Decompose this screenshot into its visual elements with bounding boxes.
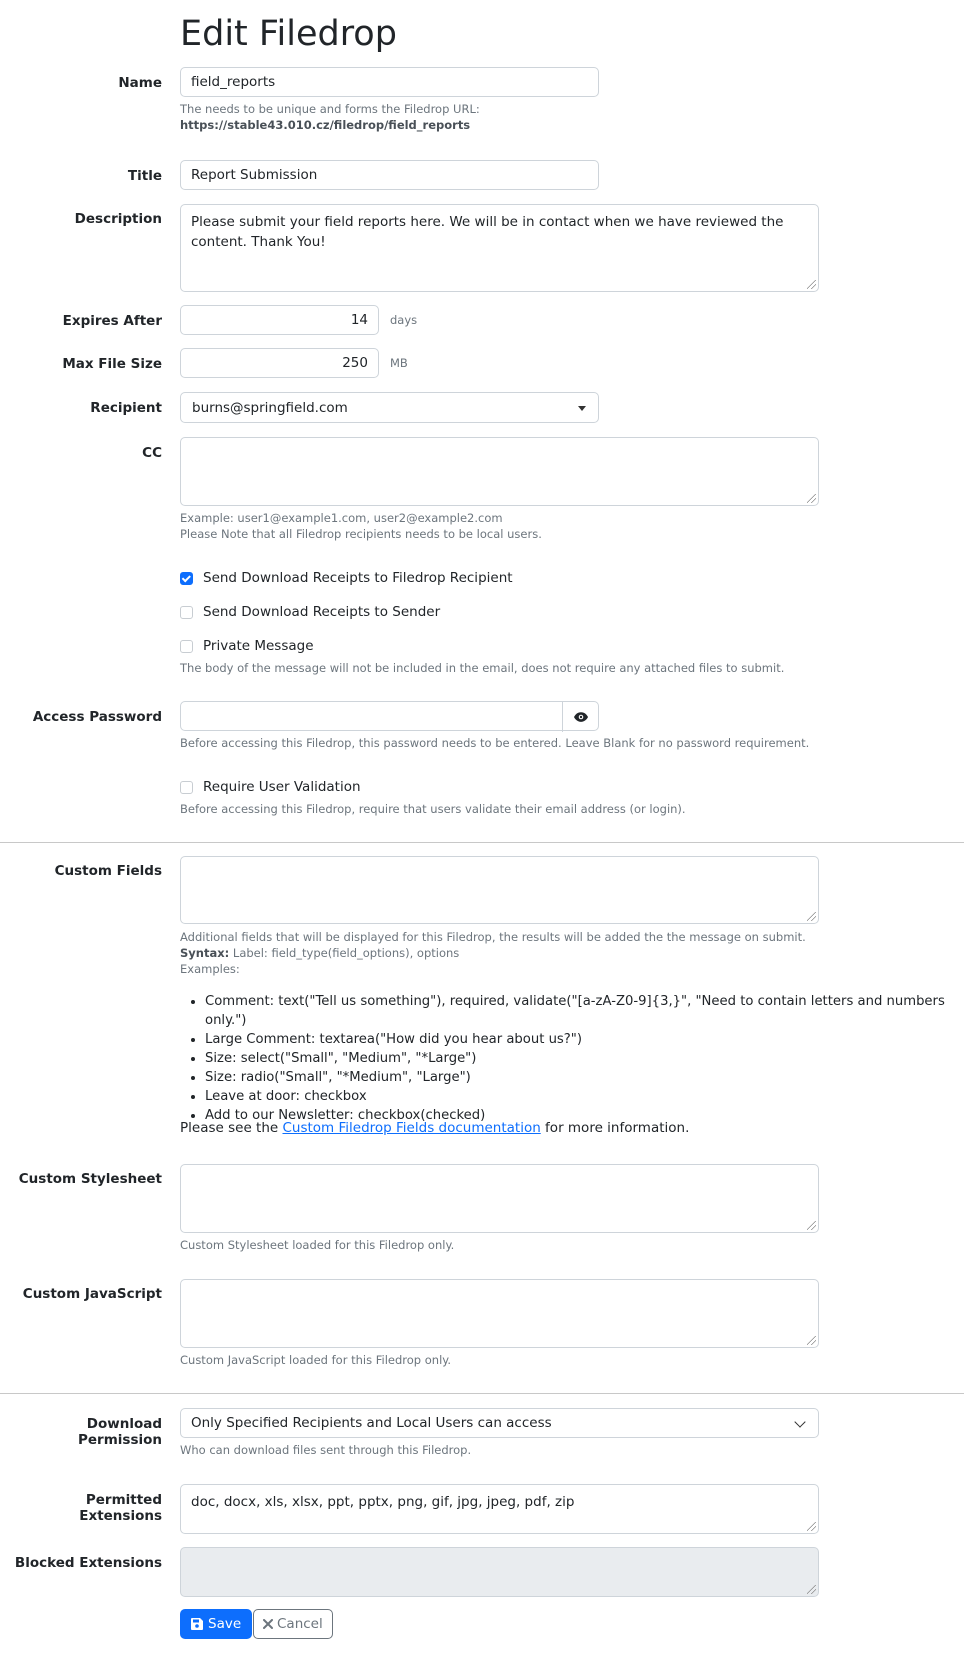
cc-help-example: Example: user1@example1.com, user2@example2.com	[180, 511, 503, 525]
custom-fields-help	[180, 929, 806, 977]
require-validation-label: Require User Validation	[203, 779, 361, 795]
download-receipts-recipient-label: Send Download Receipts to Filedrop Recipient	[203, 570, 513, 586]
max-file-size-input[interactable]: 250	[180, 348, 379, 378]
access-password-group	[180, 701, 599, 731]
custom-stylesheet-textarea[interactable]	[180, 1164, 819, 1233]
title-label: Title	[127, 168, 162, 184]
access-password-label: Access Password	[32, 709, 162, 725]
title-input[interactable]: Report Submission	[180, 160, 599, 190]
custom-javascript-help: Custom JavaScript loaded for this Filedrop only.	[180, 1353, 452, 1367]
permitted-extensions-label: Permitted Extensions	[79, 1492, 162, 1524]
name-help-text: The needs to be unique and forms the Filedrop URL:	[180, 102, 480, 116]
name-help	[180, 101, 480, 133]
x-icon	[263, 1619, 273, 1629]
custom-fields-label: Custom Fields	[54, 863, 162, 879]
examples-list	[180, 992, 960, 1125]
checkbox-checked-icon[interactable]	[180, 572, 193, 585]
checkbox-unchecked-icon[interactable]	[180, 640, 193, 653]
private-message-help: The body of the message will not be included in the email, does not require any attached files to submit.	[180, 661, 785, 675]
doc-prefix: Please see the	[180, 1120, 283, 1136]
expires-after-unit: days	[390, 313, 418, 327]
documentation-note	[180, 1120, 689, 1136]
list-item: • Large Comment: textarea("How did you hear about us?")	[205, 1030, 960, 1049]
blocked-extensions-label: Blocked Extensions	[14, 1555, 162, 1571]
checkbox-unchecked-icon[interactable]	[180, 781, 193, 794]
download-permission-selected: Only Specified Recipients and Local Users can access	[191, 1415, 552, 1431]
cc-label: CC	[142, 445, 162, 461]
list-item: • Leave at door: checkbox	[205, 1087, 960, 1106]
private-message-checkbox[interactable]	[180, 638, 314, 654]
section-divider	[0, 842, 964, 843]
download-permission-label: Download Permission	[78, 1416, 162, 1448]
resize-handle-icon[interactable]	[807, 280, 816, 289]
checkbox-unchecked-icon[interactable]	[180, 606, 193, 619]
custom-fields-syntax	[180, 945, 806, 961]
recipient-selected: burns@springfield.com	[192, 399, 348, 416]
cancel-label: Cancel	[277, 1616, 323, 1632]
download-receipts-sender-label: Send Download Receipts to Sender	[203, 604, 441, 620]
chevron-down-icon	[794, 1416, 805, 1427]
cancel-button[interactable]	[253, 1609, 333, 1639]
custom-fields-textarea[interactable]	[180, 856, 819, 924]
blocked-extensions-textarea	[180, 1547, 819, 1597]
documentation-link[interactable]: Custom Filedrop Fields documentation	[282, 1120, 541, 1136]
list-item: • Comment: text("Tell us something"), required, validate("[a-zA-Z0-9]{3,}", "Need to contain letters and numbers only.")	[205, 992, 960, 1030]
permitted-extensions-text: doc, docx, xls, xlsx, ppt, pptx, png, gif, jpg, jpeg, pdf, zip	[191, 1494, 575, 1510]
caret-down-icon	[578, 406, 586, 411]
download-receipts-recipient-checkbox[interactable]	[180, 570, 513, 586]
require-validation-checkbox[interactable]	[180, 779, 361, 795]
resize-handle-icon[interactable]	[807, 1522, 816, 1531]
name-label: Name	[118, 75, 162, 91]
custom-fields-help-text: Additional fields that will be displayed for this Filedrop, the results will be added the the message on submit.	[180, 930, 806, 944]
name-input[interactable]: field_reports	[180, 67, 599, 97]
page-title: Edit Filedrop	[180, 14, 397, 54]
examples-label: Examples:	[180, 962, 240, 976]
resize-handle-icon[interactable]	[807, 494, 816, 503]
custom-stylesheet-label: Custom Stylesheet	[18, 1171, 162, 1187]
doc-suffix: for more information.	[540, 1120, 690, 1136]
description-text: Please submit your field reports here. We will be in contact when we have reviewed the content. Thank You!	[191, 214, 784, 250]
resize-handle-icon[interactable]	[807, 912, 816, 921]
name-help-url	[180, 117, 480, 133]
list-item: • Add to our Newsletter: checkbox(checked)	[205, 1106, 960, 1125]
syntax-text: Label: field_type(field_options), options	[229, 946, 460, 960]
recipient-label: Recipient	[90, 400, 162, 416]
cc-help	[180, 510, 542, 542]
expires-after-input[interactable]: 14	[180, 305, 379, 335]
description-label: Description	[74, 211, 162, 227]
max-file-size-unit: MB	[390, 356, 408, 370]
resize-handle-icon[interactable]	[807, 1336, 816, 1345]
floppy-disk-icon	[191, 1618, 203, 1630]
list-item: • Size: radio("Small", "*Medium", "Large")	[205, 1068, 960, 1087]
filedrop-url: https://stable43.010.cz/filedrop/field_reports	[180, 118, 471, 132]
save-label: Save	[208, 1616, 242, 1632]
download-permission-help: Who can download files sent through this Filedrop.	[180, 1443, 472, 1457]
resize-handle-icon	[807, 1585, 816, 1594]
syntax-label: Syntax:	[180, 946, 230, 960]
custom-javascript-label: Custom JavaScript	[22, 1286, 162, 1302]
resize-handle-icon[interactable]	[807, 1221, 816, 1230]
custom-stylesheet-help: Custom Stylesheet loaded for this Filedrop only.	[180, 1238, 455, 1252]
permitted-extensions-textarea[interactable]	[180, 1484, 819, 1534]
section-divider	[0, 1393, 964, 1394]
expires-after-label: Expires After	[62, 313, 162, 329]
max-file-size-label: Max File Size	[62, 356, 162, 372]
access-password-input[interactable]	[191, 702, 588, 730]
eye-icon	[574, 712, 588, 722]
custom-javascript-textarea[interactable]	[180, 1279, 819, 1348]
toggle-password-button[interactable]	[562, 702, 598, 732]
download-permission-select[interactable]	[180, 1408, 819, 1438]
cc-help-note: Please Note that all Filedrop recipients needs to be local users.	[180, 527, 542, 541]
recipient-select[interactable]	[180, 392, 599, 423]
private-message-label: Private Message	[203, 638, 314, 654]
description-textarea[interactable]	[180, 204, 819, 292]
cc-textarea[interactable]	[180, 437, 819, 506]
save-button[interactable]	[180, 1609, 252, 1639]
require-validation-help: Before accessing this Filedrop, require that users validate their email address (or login).	[180, 802, 686, 816]
list-item: • Size: select("Small", "Medium", "*Large")	[205, 1049, 960, 1068]
download-receipts-sender-checkbox[interactable]	[180, 604, 440, 620]
access-password-help: Before accessing this Filedrop, this password needs to be entered. Leave Blank for no password requirement.	[180, 736, 810, 750]
